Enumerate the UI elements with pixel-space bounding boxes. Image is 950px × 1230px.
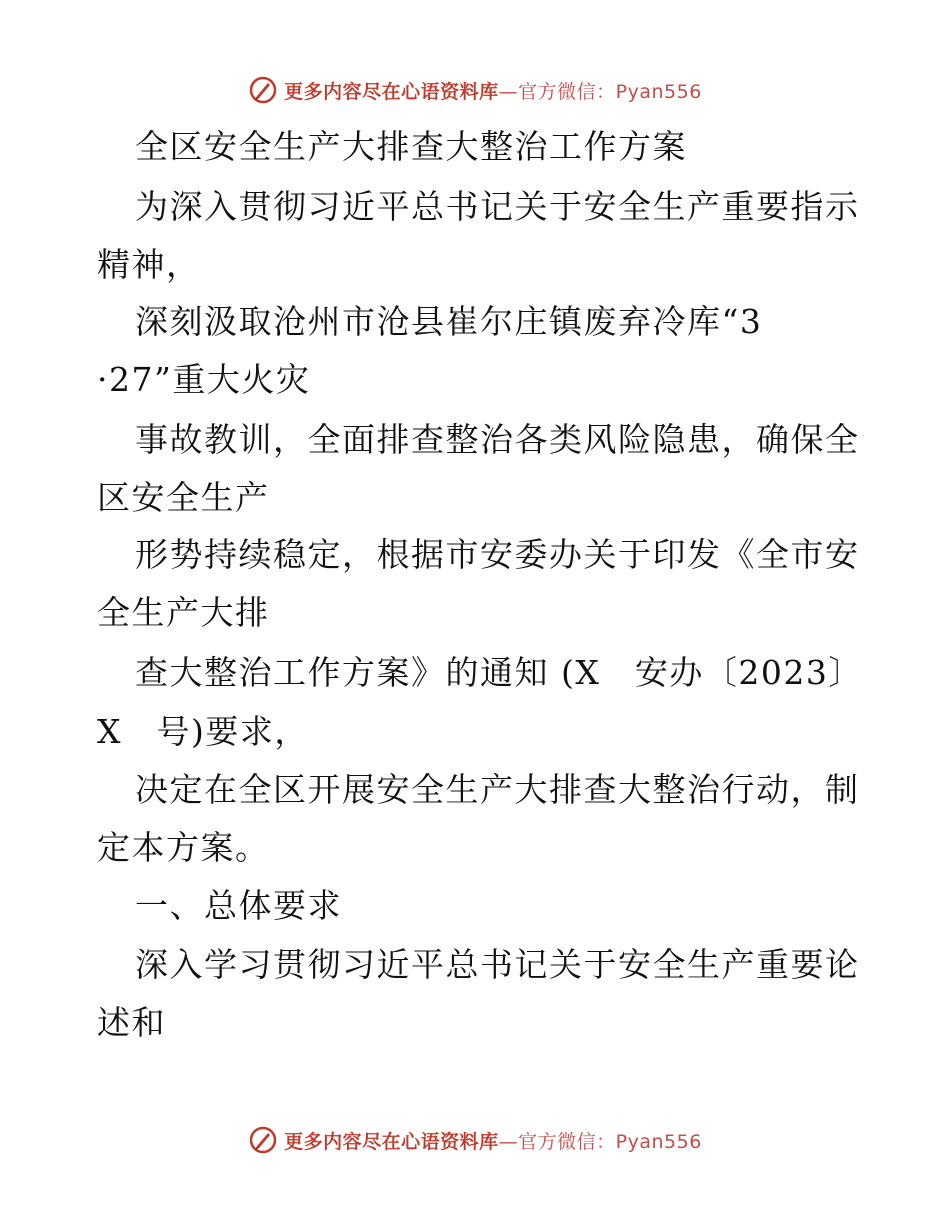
paragraph-line: 查大整治工作方案》的通知 (X 安办〔2023〕 (135, 653, 863, 692)
watermark-dash: — (498, 1130, 519, 1153)
quill-logo-icon (248, 75, 278, 105)
paragraph-line: ·27”重大火灾 (97, 360, 311, 399)
watermark-brand: 更多内容尽在心语资料库 (284, 1130, 499, 1153)
watermark-dash: — (498, 80, 519, 103)
paragraph-line: 深入学习贯彻习近平总书记关于安全生产重要论 (135, 945, 860, 984)
paragraph-line: X 号)要求， (97, 712, 309, 751)
paragraph-line: 精神， (97, 245, 201, 284)
watermark-brand: 更多内容尽在心语资料库 (284, 80, 499, 103)
watermark-text (284, 77, 702, 104)
paragraph-line: 定本方案。 (97, 828, 270, 867)
paragraph-line: 为深入贯彻习近平总书记关于安全生产重要指示 (135, 187, 860, 226)
paragraph-line: 深刻汲取沧州市沧县崔尔庄镇废弃冷库“3 (135, 302, 763, 341)
footer-watermark (0, 1120, 950, 1160)
watermark-suffix: 官方微信：Pyan556 (518, 80, 702, 103)
paragraph-line: 述和 (97, 1003, 166, 1042)
paragraph-line: 形势持续稳定，根据市安委办关于印发《全市安 (135, 535, 860, 574)
paragraph-line: 区安全生产 (97, 478, 270, 517)
paragraph-line: 事故教训，全面排查整治各类风险隐患，确保全 (135, 420, 860, 459)
header-watermark (0, 70, 950, 110)
document-title: 全区安全生产大排查大整治工作方案 (135, 127, 687, 166)
section-heading: 一、总体要求 (135, 886, 342, 925)
watermark-suffix: 官方微信：Pyan556 (518, 1130, 702, 1153)
watermark-text (284, 1127, 702, 1154)
paragraph-line: 决定在全区开展安全生产大排查大整治行动，制 (135, 770, 860, 809)
paragraph-line: 全生产大排 (97, 593, 270, 632)
quill-logo-icon (248, 1125, 278, 1155)
